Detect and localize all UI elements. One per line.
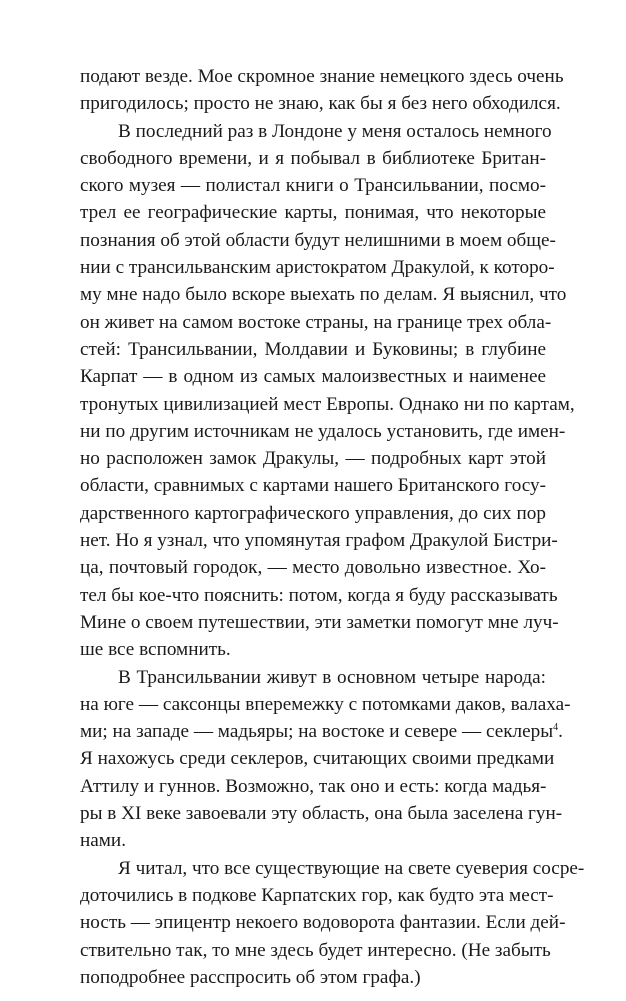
text-line: ского музея — полистал книги о Трансильвании, посмо-	[80, 175, 546, 197]
text-line: нии с трансильванским аристократом Дракулой, к которо-	[80, 257, 555, 279]
text-line: поподробнее расспросить об этом графа.)	[80, 966, 421, 988]
paragraph-4	[80, 855, 585, 991]
text-line: свободного времени, и я побывал в библиотеке Британ-	[80, 147, 546, 169]
text-line: ни по другим источникам не удалось установить, где имен-	[80, 420, 566, 442]
text-line: ры в XI веке завоевали эту область, она была заселена гун-	[80, 803, 563, 825]
text-line: Я читал, что все существующие на свете суеверия сосре-	[118, 857, 585, 879]
text-line: пригодилось; просто не знаю, как бы я без него обходился.	[80, 93, 561, 115]
text-line: ствительно так, то мне здесь будет интересно. (Не забыть	[80, 939, 551, 961]
text-line: Я нахожусь среди секлеров, считающих своими предками	[80, 748, 555, 770]
text-line: му мне надо было вскоре выехать по делам. Я выяснил, что	[80, 284, 567, 306]
text-line-content: ми; на западе — мадьяры; на востоке и севере — секлеры	[80, 721, 554, 743]
text-line: он живет на самом востоке страны, на границе трех обла-	[80, 311, 552, 333]
text-line: нами.	[80, 830, 126, 852]
text-line: нет. Но я узнал, что упомянутая графом Дракулой Бистри-	[80, 530, 558, 552]
text-line: доточились в подкове Карпатских гор, как будто эта мест-	[80, 884, 554, 906]
text-line: области, сравнимых с картами нашего Британского госу-	[80, 475, 547, 497]
text-line: дарственного картографического управления, до сих пор	[80, 502, 546, 524]
text-line: ность — эпицентр некоего водоворота фантазии. Если дей-	[80, 912, 566, 934]
text-line: на юге — саксонцы вперемежку с потомками даков, валаха-	[80, 693, 571, 715]
text-line: В последний раз в Лондоне у меня осталось немного	[118, 120, 552, 142]
text-line: Карпат — в одном из самых малоизвестных и наименее	[80, 366, 546, 388]
text-line: Аттилу и гуннов. Возможно, так оно и есть: когда мадья-	[80, 775, 547, 797]
text-line-with-footnote: ми; на западе — мадьяры; на востоке и севере — секлеры$^4$.	[80, 721, 563, 743]
page-text	[80, 63, 585, 991]
paragraph-2	[80, 118, 575, 664]
text-line: подают везде. Мое скромное знание немецкого здесь очень	[80, 66, 564, 87]
paragraph-3	[80, 664, 571, 855]
text-line: познания об этой области будут нелишними в моем обще-	[80, 229, 556, 251]
text-line: Мине о своем путешествии, эти заметки помогут мне луч-	[80, 611, 559, 633]
text-line: тронутых цивилизацией мест Европы. Однако ни по картам,	[80, 393, 575, 415]
text-line: стей: Трансильвании, Молдавии и Буковины; в глубине	[80, 338, 546, 360]
text-line: трел ее географические карты, понимая, что некоторые	[80, 202, 546, 224]
text-line: ше все вспомнить.	[80, 639, 231, 661]
footnote-marker[interactable]: 4	[553, 722, 559, 734]
paragraph-1	[80, 63, 564, 118]
text-line: но расположен замок Дракулы, — подробных карт этой	[80, 448, 546, 470]
text-line: тел бы кое-что пояснить: потом, когда я буду рассказывать	[80, 584, 558, 606]
text-line: В Трансильвании живут в основном четыре народа:	[118, 666, 546, 688]
text-line: ца, почтовый городок, — место довольно известное. Хо-	[80, 557, 546, 579]
